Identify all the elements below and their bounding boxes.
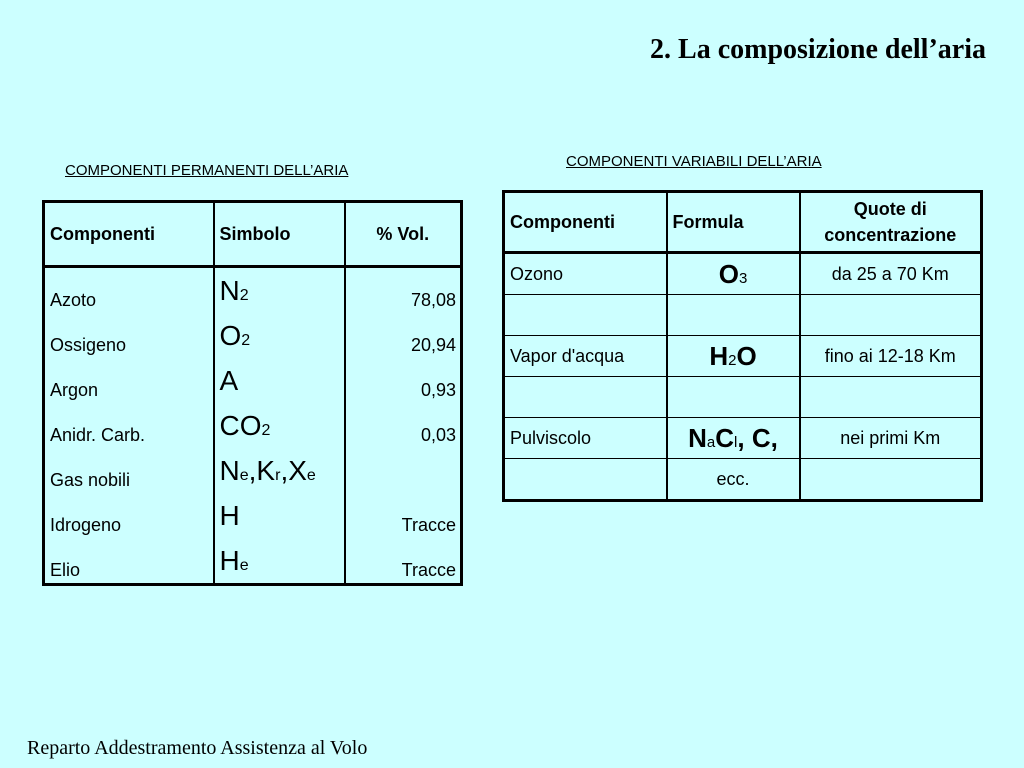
- table-row: [504, 253, 982, 295]
- component-symbol: N2: [214, 267, 345, 314]
- table-row: [44, 358, 462, 403]
- header-componenti: Componenti: [504, 192, 667, 253]
- component-quota: fino ai 12-18 Km: [800, 336, 982, 377]
- component-vol: 20,94: [410, 335, 456, 355]
- table-row: [504, 336, 982, 377]
- table-row: [504, 418, 982, 459]
- component-symbol: He: [214, 538, 345, 585]
- component-name: Ozono: [504, 253, 667, 295]
- table-row: [44, 403, 462, 448]
- component-symbol: A: [214, 358, 345, 403]
- component-name: Elio: [44, 538, 214, 585]
- component-vol: 78,08: [410, 290, 456, 310]
- header-componenti: Componenti: [44, 202, 214, 267]
- component-name: Azoto: [44, 267, 214, 314]
- component-vol: Tracce: [401, 560, 456, 580]
- variable-caption: COMPONENTI VARIABILI DELL’ARIA: [566, 153, 822, 170]
- header-simbolo: Simbolo: [214, 202, 345, 267]
- component-quota: nei primi Km: [800, 418, 982, 459]
- component-name: Vapor d'acqua: [504, 336, 667, 377]
- table-header-row: [504, 192, 982, 253]
- permanent-caption: COMPONENTI PERMANENTI DELL’ARIA: [65, 162, 349, 179]
- component-symbol: H: [214, 493, 345, 538]
- table-row: [44, 538, 462, 585]
- permanent-components-table: [42, 200, 463, 586]
- table-header-row: [44, 202, 462, 267]
- table-row: [44, 313, 462, 358]
- component-vol: [345, 448, 462, 493]
- component-symbol: O2: [214, 313, 345, 358]
- component-symbol: CO2: [214, 403, 345, 448]
- component-name: Idrogeno: [44, 493, 214, 538]
- table-row-empty: [504, 295, 982, 336]
- component-name: Gas nobili: [44, 448, 214, 493]
- component-vol: Tracce: [401, 515, 456, 535]
- component-quota: da 25 a 70 Km: [800, 253, 982, 295]
- header-formula: Formula: [667, 192, 800, 253]
- variable-components-table: [502, 190, 983, 502]
- component-name: Pulviscolo: [504, 418, 667, 459]
- header-quote: Quote di concentrazione: [800, 192, 982, 253]
- table-row: [44, 493, 462, 538]
- table-row: [44, 448, 462, 493]
- component-name: Anidr. Carb.: [44, 403, 214, 448]
- component-formula: NaCl, C,: [667, 418, 800, 459]
- component-name: Argon: [44, 358, 214, 403]
- component-vol: 0,03: [420, 425, 456, 445]
- header-vol: % Vol.: [345, 202, 462, 267]
- component-formula: O3: [667, 253, 800, 295]
- component-formula: H2O: [667, 336, 800, 377]
- table-row: [44, 267, 462, 314]
- footer-text: Reparto Addestramento Assistenza al Volo: [27, 737, 368, 759]
- component-symbol: Ne,Kr,Xe: [214, 448, 345, 493]
- component-vol: 0,93: [420, 380, 456, 400]
- formula-ecc: ecc.: [667, 459, 800, 501]
- table-row: [504, 459, 982, 501]
- component-name: Ossigeno: [44, 313, 214, 358]
- table-row-empty: [504, 377, 982, 418]
- slide-title: 2. La composizione dell’aria: [650, 34, 986, 65]
